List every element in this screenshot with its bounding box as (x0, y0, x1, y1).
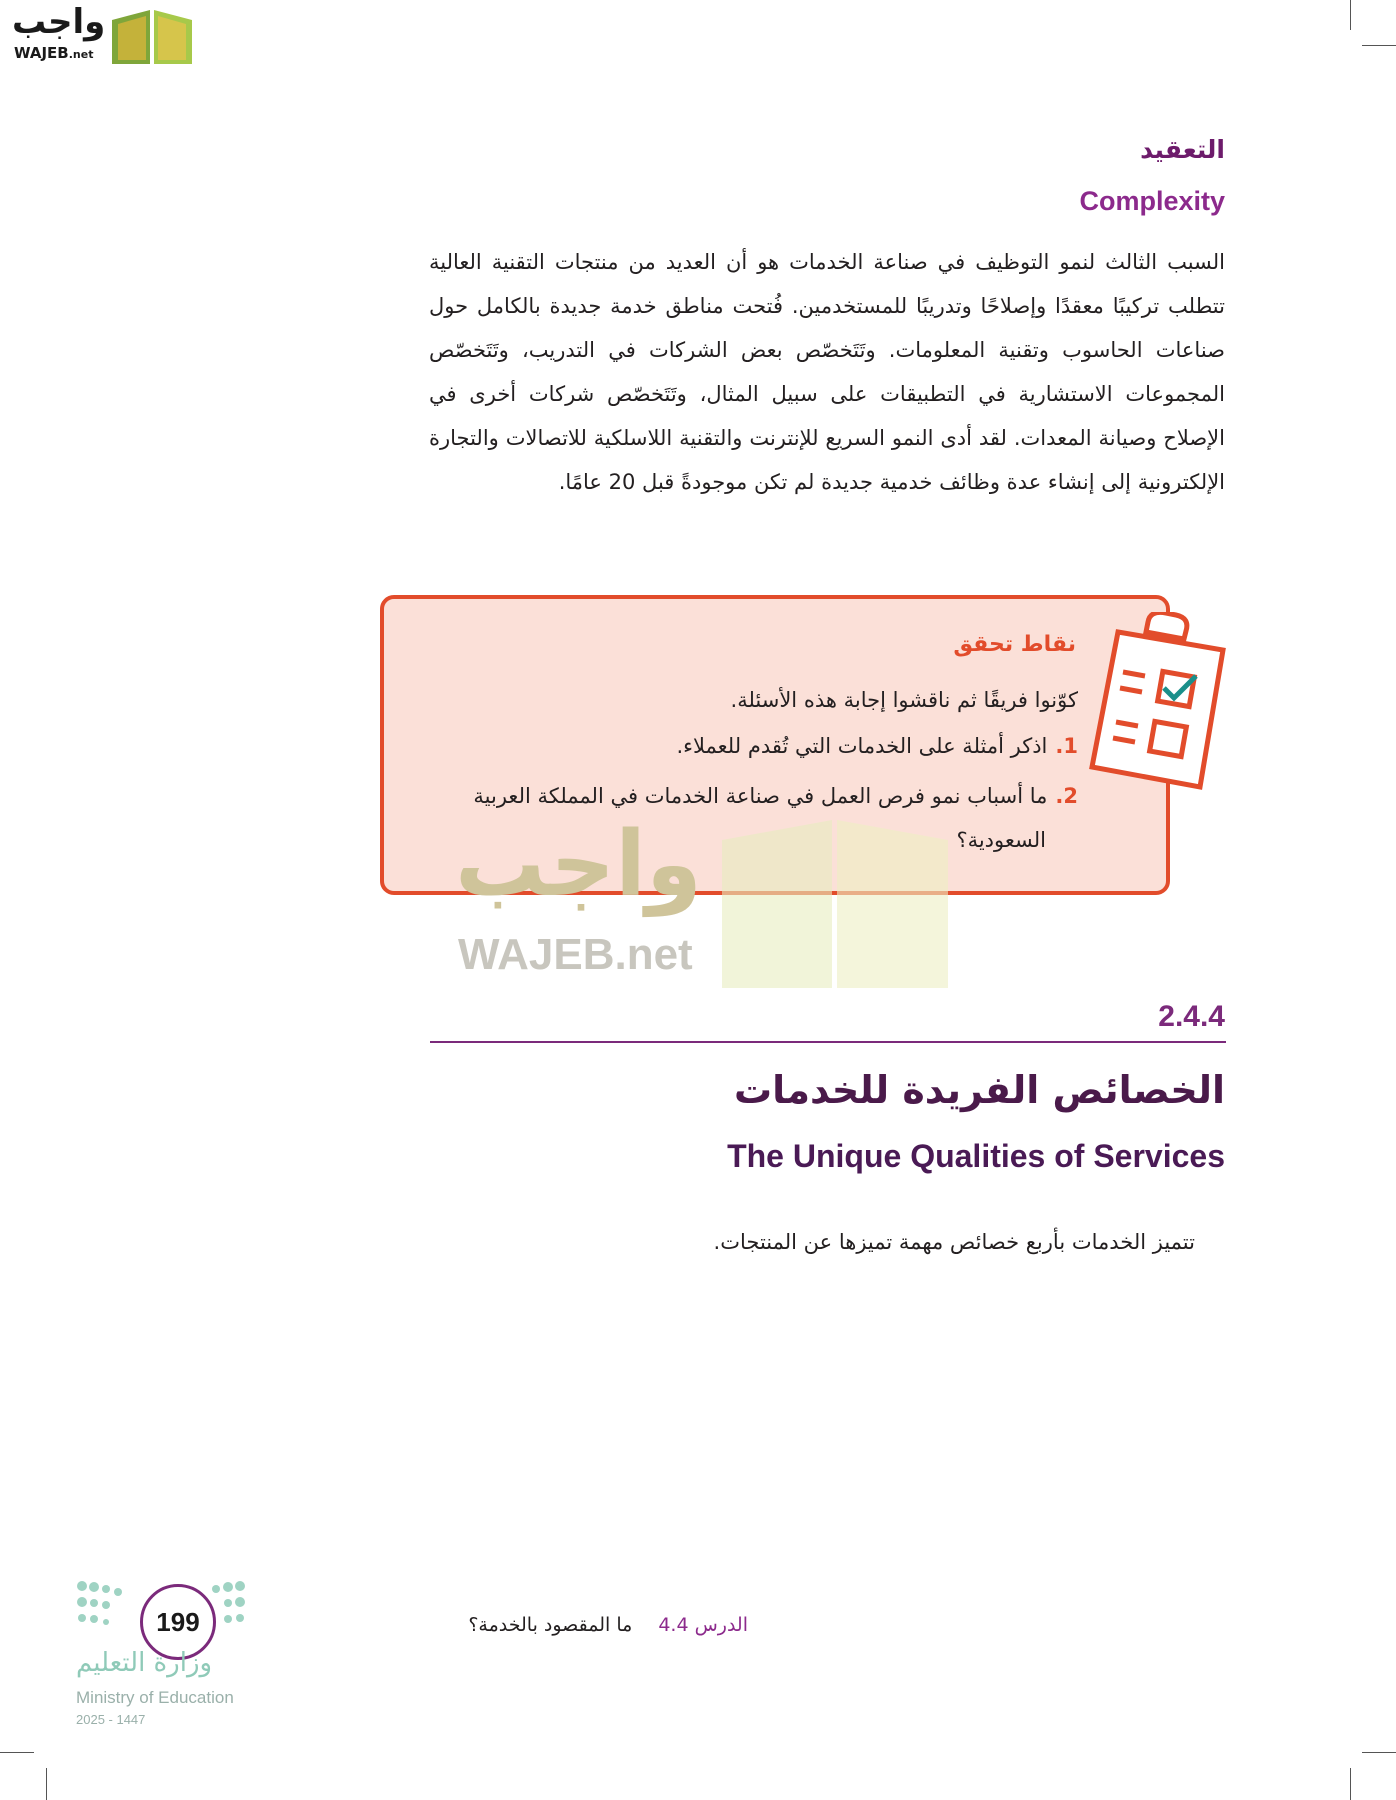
section-title-english: The Unique Qualities of Services (727, 1138, 1225, 1174)
edition-year: 2025 - 1447 (76, 1712, 146, 1727)
crop-mark (0, 1752, 34, 1753)
checkpoint-question: 1.اذكر أمثلة على الخدمات التي تُقدم للعملاء. (676, 734, 1078, 758)
crop-mark (1362, 45, 1396, 46)
clipboard-check-icon (1088, 612, 1228, 792)
section-number: 2.4.4 (1158, 1000, 1225, 1033)
crop-mark (1350, 0, 1351, 30)
checkpoint-intro: كوّنوا فريقًا ثم ناقشوا إجابة هذه الأسئلة. (730, 688, 1078, 712)
checkpoint-title: نقاط تحقق (953, 632, 1076, 657)
page-number: 199 (140, 1584, 216, 1660)
ministry-name-arabic: وزارة التعليم (76, 1648, 213, 1678)
crop-mark (46, 1768, 47, 1800)
checkpoint-question: 2.ما أسباب نمو فرص العمل في صناعة الخدمات في المملكة العربية (473, 784, 1078, 808)
section-title-arabic: الخصائص الفريدة للخدمات (734, 1068, 1225, 1112)
crop-mark (1362, 1752, 1396, 1753)
ministry-name-english: Ministry of Education (76, 1688, 234, 1707)
crop-mark (1350, 1768, 1351, 1800)
watermark-arabic: واجب (455, 812, 702, 917)
heading-english: Complexity (1079, 186, 1225, 216)
section-divider (430, 1041, 1226, 1043)
lesson-footer: الدرس 4.4ما المقصود بالخدمة؟ (468, 1614, 748, 1636)
body-paragraph: السبب الثالث لنمو التوظيف في صناعة الخدمات هو أن العديد من منتجات التقنية العالية تتطلب تركيبًا معقدًا وإصلاحًا وتدريبًا للمستخدمين. فُتحت مناطق خدمة جديدة بالكامل حول صناعات الحاسوب وتقنية المعلومات. وتَتَخصّص بعض الشركات في التدريب، وتَتَخصّص المجموعات الاستشارية في التطبيقات على سبيل المثال، وتَتَخصّص شركات أخرى في الإصلاح وصيانة المعدات. لقد أدى النمو السريع للإنترنت والتقنية اللاسلكية للاتصالات والتجارة الإلكترونية إلى إنشاء عدة وظائف خدمية جديدة لم تكن موجودةً قبل 20 عامًا. (429, 250, 1225, 494)
heading-arabic: التعقيد (1140, 135, 1225, 164)
watermark-book-icon (720, 820, 950, 990)
section-intro: تتميز الخدمات بأربع خصائص مهمة تميزها عن المنتجات. (713, 1230, 1195, 1254)
checkpoint-question-cont: السعودية؟ (956, 828, 1046, 852)
wajeb-logo[interactable]: واجب WAJEB.net (8, 4, 193, 68)
watermark-latin: WAJEB.net (458, 930, 693, 979)
book-icon (106, 6, 198, 66)
